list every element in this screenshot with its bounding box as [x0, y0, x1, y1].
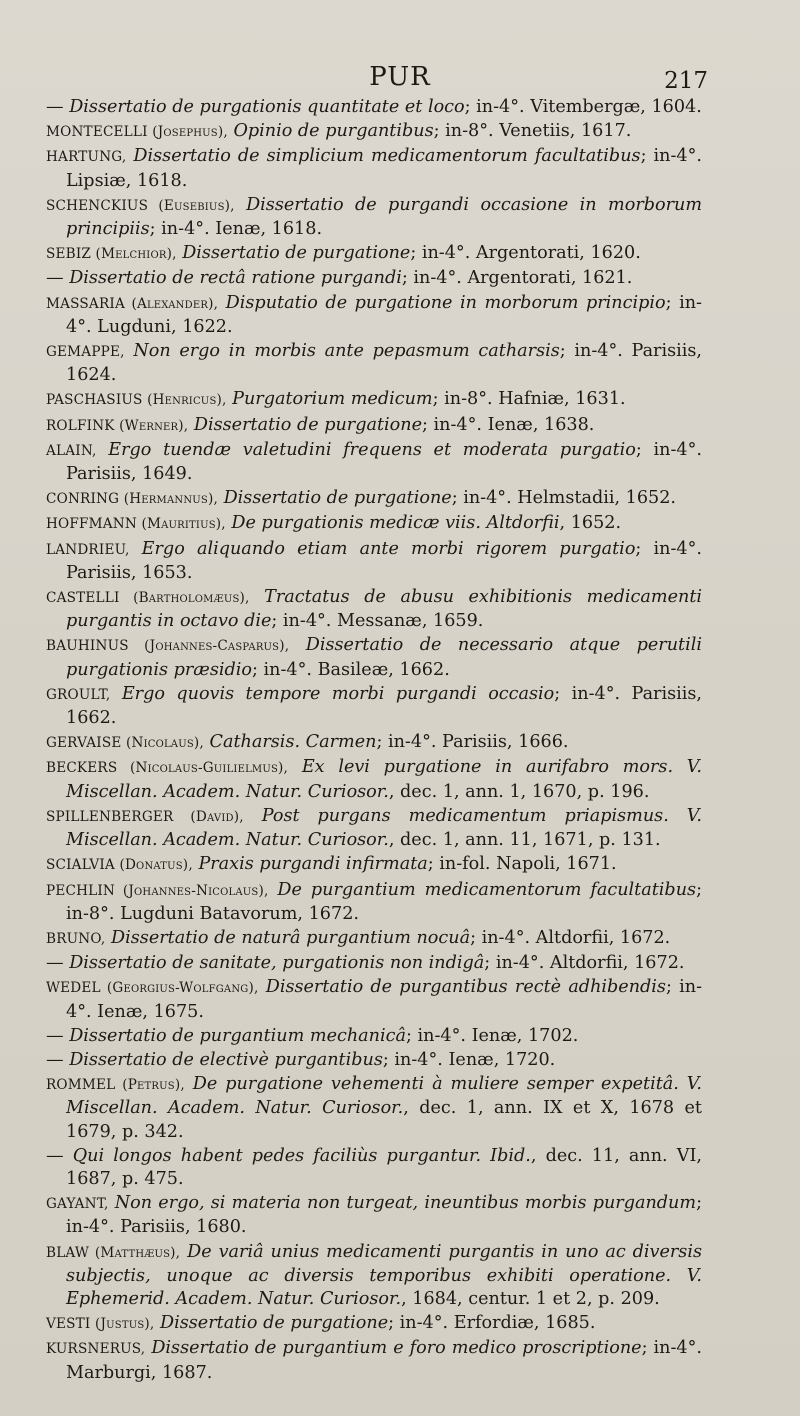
entry-imprint: ; in-4°. Erfordiæ, 1685.	[388, 1313, 596, 1334]
bibliography-entry	[46, 853, 702, 877]
entry-title: Ergo aliquando etiam ante morbi rigorem purgatio	[141, 538, 636, 559]
entry-title: Dissertatio de purgatione	[160, 1313, 389, 1334]
entry-imprint: ; in-4°. Parisiis, 1624.	[66, 341, 702, 386]
entry-title: De variâ unius medicamenti purgantis in uno ac diversis subjectis, unoque ac diversis temporibus exhibiti operatione. V. Ephemerid. Academ. Natur. Curiosor.	[66, 1241, 702, 1309]
entry-imprint: ; in-4°. Altdorfii, 1672.	[484, 953, 685, 974]
entry-imprint: ; in-4°. Vitembergæ, 1604.	[464, 97, 702, 117]
entry-imprint: ; in-4°. Messanæ, 1659.	[271, 611, 484, 632]
entry-author: SEBIZ (Melchior),	[46, 246, 177, 263]
entry-author: CASTELLI (Bartholomæus),	[46, 590, 250, 607]
bibliography-entry	[46, 292, 702, 339]
entry-title: Ergo tuendæ valetudini frequens et moderata purgatio	[108, 439, 636, 460]
bibliography-entry	[46, 388, 702, 412]
entry-imprint: ; in-4°. Ienæ, 1638.	[422, 414, 595, 435]
entry-author: HOFFMANN (Mauritius),	[46, 516, 226, 533]
entry-imprint: ; in-4°. Parisiis, 1680.	[66, 1193, 702, 1238]
bibliography-entry	[46, 194, 702, 241]
entry-imprint: ; in-4°. Parisiis, 1653.	[66, 538, 702, 583]
entry-author: MONTECELLI (Josephus),	[46, 124, 228, 141]
entry-imprint: ; in-4°. Ienæ, 1702.	[405, 1025, 579, 1046]
entry-author: —	[46, 1025, 64, 1046]
bibliography-entry	[46, 267, 702, 290]
bibliography-entry	[46, 439, 702, 486]
page-header	[0, 60, 800, 94]
entry-imprint: ; in-8°. Lugduni Batavorum, 1672.	[66, 879, 702, 924]
entry-author: —	[46, 1145, 64, 1166]
entry-imprint: , dec. 11, ann. VI, 1687, p. 475.	[66, 1145, 703, 1189]
entry-title: Qui longos habent pedes faciliùs purgantur. Ibid.	[72, 1145, 531, 1166]
entry-author: KURSNERUS,	[46, 1341, 146, 1358]
entry-author: BRUNO,	[46, 930, 106, 947]
entry-title: Dissertatio de naturâ purgantium nocuâ	[111, 927, 471, 948]
entry-author: PASCHASIUS (Henricus),	[46, 392, 227, 409]
bibliography-entry	[46, 731, 702, 755]
bibliography-entry	[46, 487, 702, 511]
entry-author: —	[46, 953, 64, 974]
bibliography-entry	[46, 145, 702, 192]
entry-imprint: ; in-4°. Helmstadii, 1652.	[451, 488, 677, 509]
bibliography-entry	[46, 586, 702, 633]
entry-author: CONRING (Hermannus),	[46, 491, 218, 508]
entry-title: Dissertatio de purgantium e foro medico proscriptione	[151, 1338, 642, 1359]
bibliography-entry	[46, 683, 702, 730]
entry-title: Dissertatio de sanitate, purgationis non indigâ	[69, 953, 485, 974]
entry-title: Tractatus de abusu exhibitionis medicamenti purgantis in octavo die	[66, 587, 703, 632]
entry-imprint: ; in-8°. Hafniæ, 1631.	[432, 389, 626, 410]
entry-title: Ex levi purgatione in aurifabro mors. V. Miscellan. Academ. Natur. Curiosor.	[66, 757, 703, 802]
bibliography-entry	[46, 1337, 702, 1384]
bibliography-entry	[46, 242, 702, 266]
entry-title: Opinio de purgantibus	[233, 121, 434, 142]
entry-author: —	[46, 97, 64, 117]
bibliography-entry	[46, 96, 702, 119]
entry-title: Praxis purgandi infirmata	[198, 854, 428, 875]
entry-title: Dissertatio de purgatione	[223, 488, 452, 509]
entry-author: HARTUNG,	[46, 149, 127, 166]
bibliography-entry	[46, 756, 702, 803]
entry-imprint: ; in-4°. Basileæ, 1662.	[251, 659, 450, 680]
entry-imprint: ; in-4°. Ienæ, 1618.	[149, 219, 323, 240]
entry-title: Dissertatio de simplicium medicamentorum facultatibus	[133, 146, 641, 167]
bibliography-entry	[46, 414, 702, 438]
entry-title: Dissertatio de necessario atque perutili purgationis præsidio	[66, 635, 703, 680]
entry-title: De purgationis medicæ viis. Altdorfii	[231, 513, 560, 534]
entry-imprint: , dec. 1, ann. IX et X, 1678 et 1679, p. 342.	[66, 1098, 702, 1142]
entry-title: Dissertatio de purgatione	[182, 243, 411, 264]
entry-author: BLAW (Matthæus),	[46, 1244, 181, 1261]
entry-imprint: , dec. 1, ann. 1, 1670, p. 196.	[388, 781, 650, 802]
entry-imprint: ; in-4°. Lipsiæ, 1618.	[66, 146, 703, 191]
entry-title: Dissertatio de purgandi occasione in morborum principiis	[66, 194, 703, 240]
entry-author: SCIALVIA (Donatus),	[46, 857, 193, 874]
bibliography-entry	[46, 634, 702, 681]
entry-author: VESTI (Justus),	[46, 1316, 155, 1333]
entry-imprint: ; in-4°. Lugduni, 1622.	[66, 292, 702, 337]
bibliography-entry	[46, 1192, 702, 1239]
entry-author: ROMMEL (Petrus),	[46, 1077, 185, 1094]
entry-author: —	[46, 1049, 64, 1070]
entry-imprint: ; in-fol. Napoli, 1671.	[427, 854, 617, 875]
entry-author: —	[46, 268, 64, 289]
bibliography-entry	[46, 1241, 702, 1312]
running-head: PUR	[369, 62, 431, 92]
bibliography-entry	[46, 952, 702, 975]
bibliography-entry	[46, 1312, 702, 1336]
entry-imprint: , 1684, centur. 1 et 2, p. 209.	[401, 1288, 660, 1309]
entry-author: SCHENCKIUS (Eusebius),	[46, 197, 235, 214]
entry-author: BAUHINUS (Johannes-Casparus),	[46, 638, 290, 655]
bibliography-entry	[46, 976, 702, 1023]
entry-author: GEMAPPE,	[46, 344, 125, 361]
bibliography-entry	[46, 120, 702, 144]
entry-imprint: ; in-4°. Argentorati, 1621.	[401, 268, 633, 289]
bibliography-list	[46, 96, 702, 1386]
entry-title: Non ergo, si materia non turgeat, ineuntibus morbis purgandum	[114, 1193, 697, 1214]
entry-author: LANDRIEU,	[46, 541, 130, 558]
bibliography-entry	[46, 927, 702, 951]
entry-imprint: ; in-4°. Altdorfii, 1672.	[470, 927, 671, 948]
entry-author: ALAIN,	[46, 442, 97, 459]
entry-author: GROULT,	[46, 686, 111, 703]
entry-imprint: ; in-4°. Parisiis, 1666.	[376, 732, 569, 753]
entry-title: Dissertatio de purgatione	[193, 414, 422, 435]
entry-title: Post purgans medicamentum priapismus. V. Miscellan. Academ. Natur. Curiosor.	[66, 805, 703, 851]
entry-imprint: , 1652.	[559, 513, 622, 534]
entry-imprint: ; in-4°. Ienæ, 1675.	[66, 977, 703, 1022]
entry-author: BECKERS (Nicolaus-Guilielmus),	[46, 760, 289, 777]
bibliography-entry	[46, 1025, 702, 1048]
entry-imprint: ; in-4°. Parisiis, 1662.	[66, 683, 702, 729]
bibliography-entry	[46, 538, 702, 585]
entry-imprint: ; in-4°. Argentorati, 1620.	[410, 243, 641, 264]
entry-title: Dissertatio de purgationis quantitate et loco	[69, 97, 465, 117]
entry-author: GAYANT,	[46, 1196, 109, 1213]
bibliography-entry	[46, 1145, 702, 1191]
entry-author: SPILLENBERGER (David),	[46, 808, 244, 825]
entry-imprint: , dec. 1, ann. 11, 1671, p. 131.	[388, 830, 661, 851]
entry-title: Disputatio de purgatione in morborum principio	[225, 292, 666, 313]
entry-author: GERVAISE (Nicolaus),	[46, 735, 204, 752]
entry-author: MASSARIA (Alexander),	[46, 295, 219, 312]
bibliography-entry	[46, 340, 702, 387]
entry-title: Catharsis. Carmen	[209, 732, 377, 753]
entry-title: Dissertatio de purgantibus rectè adhibendis	[265, 977, 666, 998]
entry-title: Purgatorium medicum	[232, 389, 433, 410]
entry-title: Ergo quovis tempore morbi purgandi occasio	[121, 683, 555, 704]
entry-imprint: ; in-4°. Marburgi, 1687.	[66, 1338, 702, 1383]
entry-imprint: ; in-4°. Parisiis, 1649.	[66, 439, 702, 485]
entry-author: WEDEL (Georgius-Wolfgang),	[46, 980, 259, 997]
entry-imprint: ; in-4°. Ienæ, 1720.	[382, 1049, 556, 1070]
bibliography-entry	[46, 1073, 702, 1144]
entry-title: Non ergo in morbis ante pepasmum catharsis	[133, 341, 560, 362]
entry-title: Dissertatio de rectâ ratione purgandi	[69, 268, 402, 289]
bibliography-entry	[46, 879, 702, 926]
entry-imprint: ; in-8°. Venetiis, 1617.	[433, 121, 632, 142]
page-number: 217	[664, 68, 708, 94]
entry-author: PECHLIN (Johannes-Nicolaus),	[46, 882, 269, 899]
bibliography-entry	[46, 1049, 702, 1072]
entry-title: Dissertatio de electivè purgantibus	[69, 1049, 383, 1070]
bibliography-entry	[46, 512, 702, 536]
bibliography-entry	[46, 805, 702, 852]
entry-title: De purgantium medicamentorum facultatibus	[277, 879, 697, 900]
entry-author: ROLFINK (Werner),	[46, 417, 189, 434]
entry-title: Dissertatio de purgantium mechanicâ	[69, 1025, 406, 1046]
entry-title: De purgatione vehementi à muliere semper expetitâ. V. Miscellan. Academ. Natur. Curiosor.	[66, 1074, 703, 1119]
